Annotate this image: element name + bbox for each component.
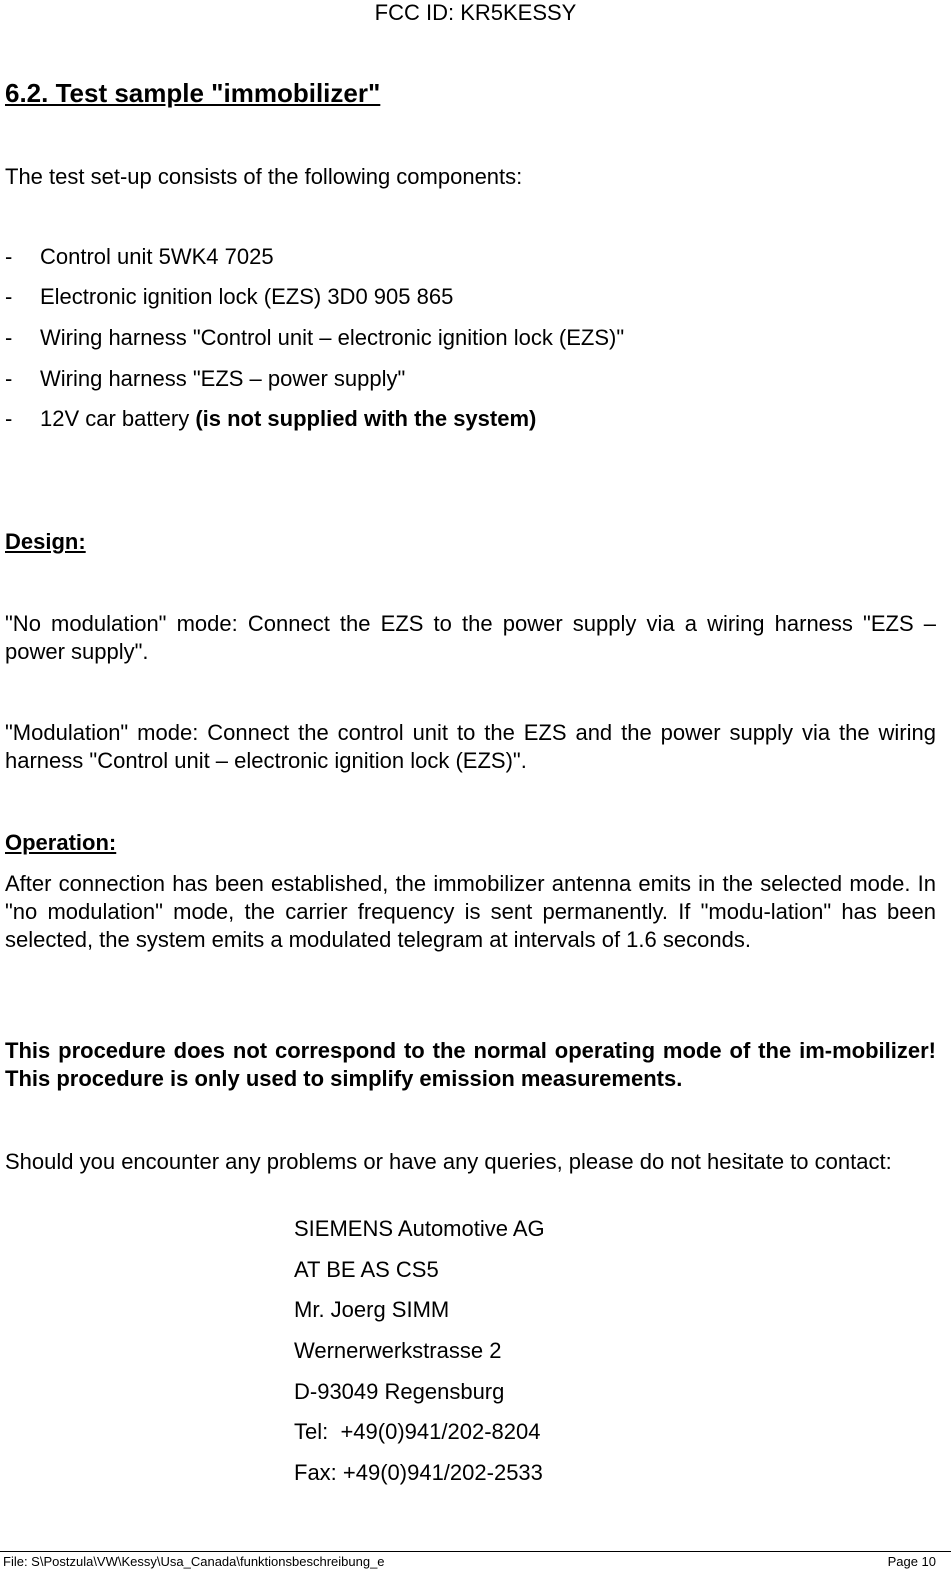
list-item-text: Wiring harness "EZS – power supply": [40, 366, 406, 391]
list-item: [5, 243, 274, 271]
contact-tel: Tel: +49(0)941/202-8204: [294, 1419, 541, 1444]
design-no-modulation-text: "No modulation" mode: Connect the EZS to the power supply via a wiring harness "EZS – power supply".: [5, 611, 936, 664]
list-item-emphasis: (is not supplied with the system): [195, 406, 537, 431]
list-bullet: -: [5, 244, 13, 269]
list-item-text: Wiring harness "Control unit – electronic ignition lock (EZS)": [40, 325, 625, 350]
list-item-text: Electronic ignition lock (EZS) 3D0 905 865: [40, 284, 454, 309]
footer-page-number: Page 10: [887, 1554, 936, 1569]
operation-heading: Operation:: [5, 830, 117, 855]
list-bullet: -: [5, 366, 13, 391]
fcc-id-header: FCC ID: KR5KESSY: [374, 0, 577, 25]
footer-file-path: File: S\Postzula\VW\Kessy\Usa_Canada\funktionsbeschreibung_e: [3, 1554, 385, 1569]
warning-text: This procedure does not correspond to the normal operating mode of the im-mobilizer! This procedure is only used to simplify emission measurements.: [5, 1038, 936, 1091]
contact-street: Wernerwerkstrasse 2: [294, 1338, 502, 1363]
list-item: [5, 405, 536, 433]
contact-fax: Fax: +49(0)941/202-2533: [294, 1460, 543, 1485]
contact-city: D-93049 Regensburg: [294, 1379, 505, 1404]
design-modulation-text: "Modulation" mode: Connect the control unit to the EZS and the power supply via the wiring harness "Control unit – electronic ignition lock (EZS)".: [5, 720, 936, 773]
list-item: [5, 324, 624, 352]
list-item: [5, 283, 453, 311]
list-item-text: Control unit 5WK4 7025: [40, 244, 274, 269]
design-heading: Design:: [5, 529, 86, 554]
contact-intro-text: Should you encounter any problems or have any queries, please do not hesitate to contact:: [5, 1149, 892, 1174]
list-bullet: -: [5, 325, 13, 350]
contact-person: Mr. Joerg SIMM: [294, 1297, 450, 1322]
contact-company: SIEMENS Automotive AG: [294, 1216, 545, 1241]
list-item-text: 12V car battery: [40, 406, 196, 431]
intro-text: The test set-up consists of the following components:: [5, 164, 523, 189]
section-title: 6.2. Test sample "immobilizer": [5, 78, 381, 108]
list-bullet: -: [5, 284, 13, 309]
contact-department: AT BE AS CS5: [294, 1257, 439, 1282]
list-item: [5, 365, 405, 393]
list-bullet: -: [5, 406, 13, 431]
footer-divider: [0, 1551, 951, 1552]
operation-text: After connection has been established, the immobilizer antenna emits in the selected mode. In "no modulation" mode, the carrier frequency is sent permanently. If "modu-lation" has been selected, the system emits a modulated telegram at intervals of 1.6 seconds.: [5, 871, 936, 952]
